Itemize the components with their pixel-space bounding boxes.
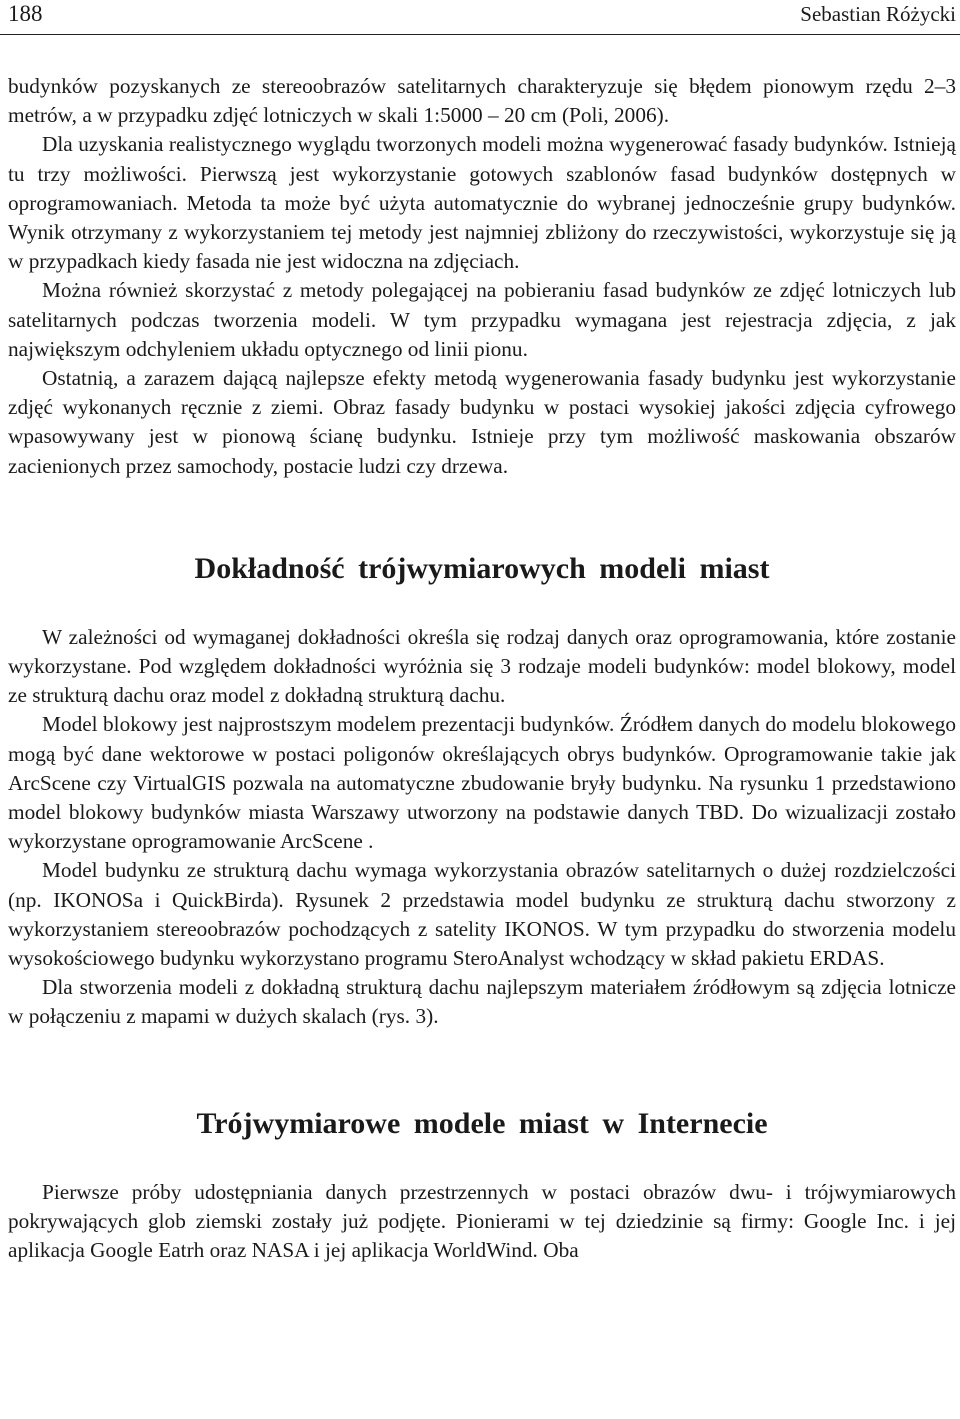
page-number: 188 xyxy=(8,1,43,26)
page-body xyxy=(8,72,956,1265)
paragraph: Dla uzyskania realistycznego wyglądu tworzonych modeli można wygenerować fasady budynków. Istnieją tu trzy możliwości. Pierwszą jest wykorzystanie gotowych szablonów fasad budynków dostępnych w oprogramowaniach. Metoda ta może być użyta automatycznie do wybranej jednocześnie grupy budynków. Wynik otrzymany z wykorzystaniem tej metody jest najmniej zbliżony do rzeczywistości, wykorzystuje się ją w przypadkach kiedy fasada nie jest widoczna na zdjęciach. xyxy=(8,132,956,274)
paragraph: Pierwsze próby udostępniania danych przestrzennych w postaci obrazów dwu- i trójwymiarowych pokrywających glob ziemski zostały już podjęte. Pionierami w tej dziedzinie są firmy: Google Inc. i jej aplikacja Google Eatrh oraz NASA i jej aplikacja WorldWind. Oba xyxy=(8,1179,956,1263)
running-head-author: Sebastian Różycki xyxy=(800,2,956,26)
paragraph: W zależności od wymaganej dokładności określa się rodzaj danych oraz oprogramowania, które zostanie wykorzystane. Pod względem dokładności wyróżnia się 3 rodzaje modeli budynków: model blokowy, model ze strukturą dachu oraz model z dokładną strukturą dachu. xyxy=(8,624,956,708)
paragraph: Model budynku ze strukturą dachu wymaga wykorzystania obrazów satelitarnych o dużej rozdzielczości (np. IKONOSa i QuickBirda). Rysunek 2 przedstawia model budynku ze strukturą dachu stworzony z wykorzystaniem stereoobrazów pochodzących z satelity IKONOS. W tym przypadku do stworzenia modelu wysokościowego budynku wykorzystano programu SteroAnalyst wchodzący w skład pakietu ERDAS. xyxy=(8,858,956,971)
paragraph: Dla stworzenia modeli z dokładną strukturą dachu najlepszym materiałem źródłowym są zdjęcia lotnicze w połączeniu z mapami w dużych skalach (rys. 3). xyxy=(8,975,956,1029)
section-accuracy xyxy=(8,623,956,1032)
section-intro xyxy=(8,72,956,481)
page-header xyxy=(0,0,960,35)
paragraph: Model blokowy jest najprostszym modelem prezentacji budynków. Źródłem danych do modelu blokowego mogą być dane wektorowe w postaci poligonów określających obrys budynków. Oprogramowanie takie jak ArcScene czy VirtualGIS pozwala na automatyczne zbudowanie bryły budynku. Na rysunku 1 przedstawiono model blokowy budynków miasta Warszawy utworzony na podstawie danych TBD. Do wizualizacji zostało wykorzystane oprogramowanie ArcScene . xyxy=(8,712,956,854)
section-heading-internet: Trójwymiarowe modele miast w Internecie xyxy=(196,1106,768,1140)
paragraph: Można również skorzystać z metody polegającej na pobieraniu fasad budynków ze zdjęć lotniczych lub satelitarnych podczas tworzenia modeli. W tym przypadku wymagana jest rejestracja zdjęcia, z jak największym odchyleniem układu optycznego od linii pionu. xyxy=(8,278,956,361)
paragraph: budynków pozyskanych ze stereoobrazów satelitarnych charakteryzuje się błędem pionowym rzędu 2–3 metrów, a w przypadku zdjęć lotniczych w skali 1:5000 – 20 cm (Poli, 2006). xyxy=(8,74,956,128)
section-heading-accuracy: Dokładność trójwymiarowych modeli miast xyxy=(194,551,770,585)
paragraph: Ostatnią, a zarazem dającą najlepsze efekty metodą wygenerowania fasady budynku jest wykorzystanie zdjęć wykonanych ręcznie z ziemi. Obraz fasady budynku w postaci wysokiej jakości zdjęcia cyfrowego wpasowywany jest w pionową ścianę budynku. Istnieje przy tym możliwość maskowania obszarów zacienionych przez samochody, postacie ludzi czy drzewa. xyxy=(8,366,956,478)
section-internet xyxy=(8,1178,956,1266)
